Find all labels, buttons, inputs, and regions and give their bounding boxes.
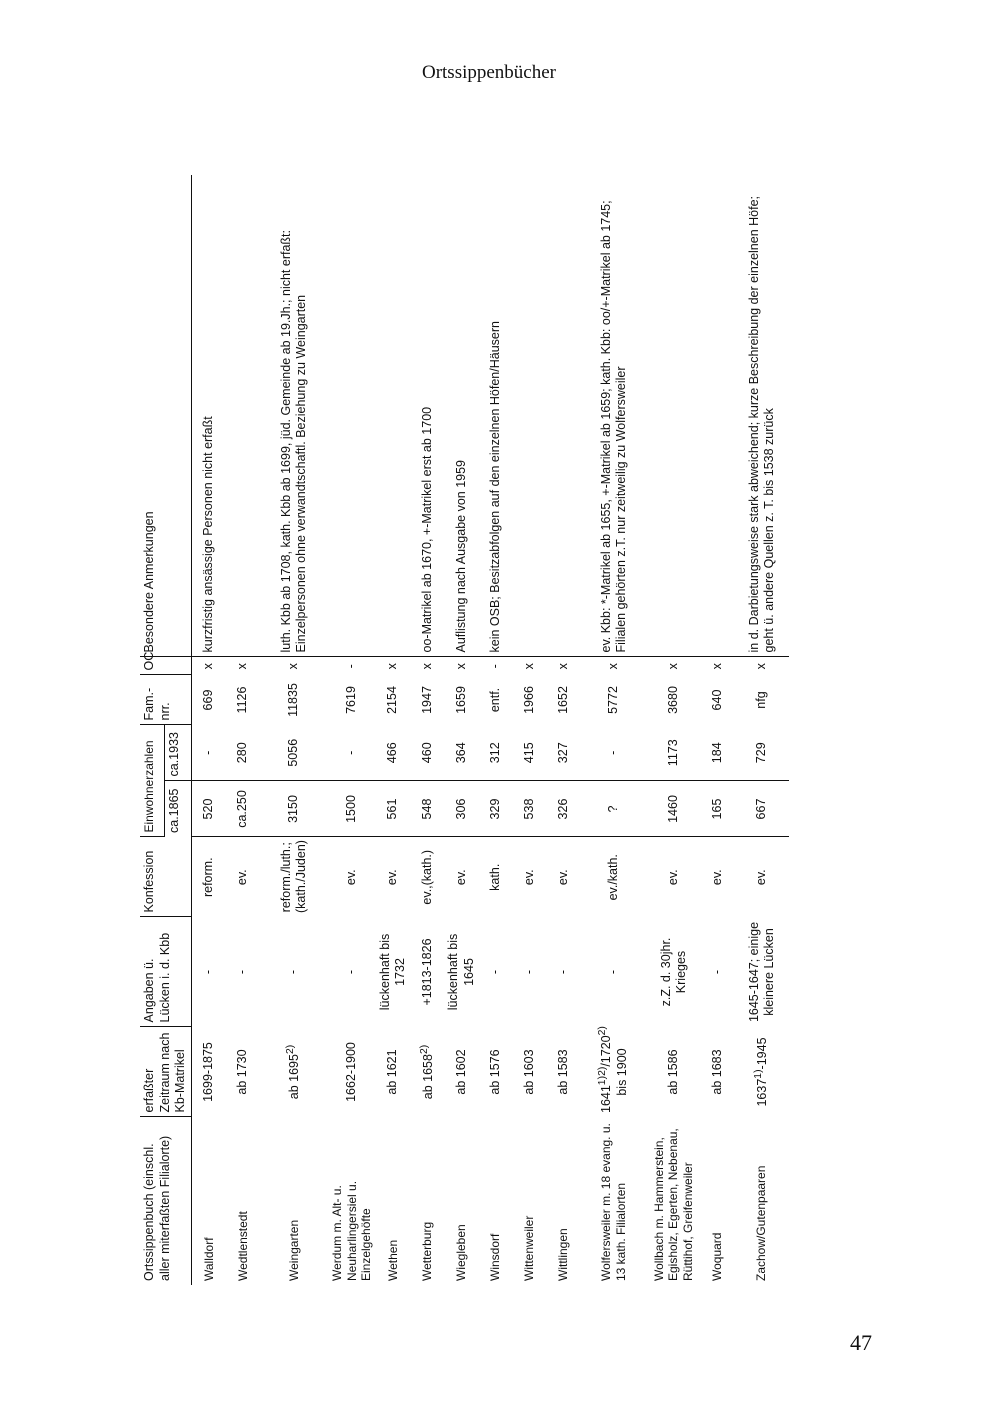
table-row <box>226 175 260 1285</box>
confession: ev. <box>710 869 725 886</box>
gaps: lückenhaft bis 1732 <box>377 933 407 1011</box>
pop-1865: 165 <box>701 781 735 837</box>
table-row <box>701 175 735 1285</box>
notes: ev. Kbb: *-Matrikel ab 1655, +-Matrikel ab 1659; kath. Kbb: oo/+-Matrikel ab 1745; Filialen gehörten z.T. nur zeitweilig zu Wolfersweiler <box>581 175 647 657</box>
oc-mark: x <box>522 663 537 670</box>
pop-1865: 561 <box>376 781 411 837</box>
place-name: Winsdorf <box>488 1233 503 1281</box>
pop-1933: 184 <box>701 725 735 781</box>
table-row <box>479 175 513 1285</box>
oc-mark: - <box>488 664 503 669</box>
pop-1933: 466 <box>376 725 411 781</box>
pop-1933: 460 <box>410 725 444 781</box>
table-row <box>581 175 647 1285</box>
pop-1865: 548 <box>410 781 444 837</box>
pop-1933: 5056 <box>260 725 328 781</box>
period: ab 1583 <box>556 1049 571 1095</box>
confession: kath. <box>488 863 503 891</box>
confession: ev. <box>385 869 400 886</box>
gaps: - <box>522 969 537 975</box>
period: $1641^{1)2)}/1720^{2)}$ bis 1900 <box>597 1026 629 1113</box>
place-name: Wolfersweiler m. 18 evang. u. 13 kath. Filialorten <box>599 1123 628 1281</box>
gaps: - <box>606 969 621 975</box>
table-row <box>328 175 376 1285</box>
period: ab 1658$^{2)}$ <box>418 1044 435 1100</box>
notes <box>226 175 260 657</box>
header-gaps: Angaben ü. Lücken i. d. Kbb <box>140 917 191 1027</box>
table-row <box>647 175 701 1285</box>
period: ab 1576 <box>488 1049 503 1095</box>
oc-mark: x <box>453 663 468 670</box>
pop-1933: 364 <box>444 725 479 781</box>
notes <box>701 175 735 657</box>
families: 5772 <box>606 686 621 714</box>
gaps: 1645-1647; einige kleinere Lücken <box>746 921 776 1023</box>
pop-1933: - <box>581 725 647 781</box>
oc-mark: x <box>286 663 301 670</box>
header-pop-1865: ca.1865 <box>165 781 191 837</box>
rotated-table-container <box>140 175 850 1285</box>
confession: ev. <box>235 869 250 886</box>
pop-1865: 538 <box>513 781 547 837</box>
pop-1865: 306 <box>444 781 479 837</box>
pop-1933: 1173 <box>647 725 701 781</box>
confession: ev. <box>522 869 537 886</box>
families: 2154 <box>385 686 400 714</box>
gaps: - <box>201 969 216 975</box>
pop-1933: 729 <box>735 725 789 781</box>
pop-1933: 312 <box>479 725 513 781</box>
families: 1652 <box>556 686 571 714</box>
notes: in d. Darbietungsweise stark abweichend; kurze Beschreibung der einzelnen Höfe; geht ü. andere Quellen z. T. bis 1538 zurück <box>735 175 789 657</box>
oc-mark: x <box>419 663 434 670</box>
families: 3680 <box>666 686 681 714</box>
confession: ev. <box>453 869 468 886</box>
pop-1933: 327 <box>547 725 581 781</box>
notes: Auflistung nach Ausgabe von 1959 <box>444 175 479 657</box>
oc-mark: x <box>606 663 621 670</box>
oc-mark: - <box>344 664 359 669</box>
confession: ev./kath. <box>606 854 621 901</box>
pop-1865: 3150 <box>260 781 328 837</box>
notes <box>647 175 701 657</box>
oc-mark: x <box>201 663 216 670</box>
place-name: Zachow/Gutenpaaren <box>754 1165 769 1281</box>
pop-1865: ca.250 <box>226 781 260 837</box>
families: 1947 <box>419 686 434 714</box>
period: ab 1695$^{2)}$ <box>285 1044 302 1100</box>
confession: ev.,(kath.) <box>419 849 434 905</box>
confession: ev. <box>754 869 769 886</box>
gaps: - <box>488 969 503 975</box>
confession: reform./luth.; (kath./Juden) <box>278 840 308 913</box>
table-row <box>735 175 789 1285</box>
pop-1865: 667 <box>735 781 789 837</box>
table-row <box>444 175 479 1285</box>
period: ab 1603 <box>522 1049 537 1095</box>
place-name: Werdum m. Alt- u. Neuharlingersiel u. Einzelgehöfte <box>329 1180 374 1281</box>
place-name: Wollbach m. Hammerstein, Egisholz, Egerten, Nebenau, Rüttihof, Greifenweiler <box>651 1128 696 1281</box>
table-row <box>376 175 411 1285</box>
place-name: Walldorf <box>201 1237 216 1281</box>
families: 640 <box>710 689 725 711</box>
period: ab 1730 <box>235 1049 250 1095</box>
page-number: 47 <box>850 1330 872 1355</box>
pop-1865: 329 <box>479 781 513 837</box>
header-notes: Besondere Anmerkungen <box>140 175 191 657</box>
families: entf. <box>488 687 503 713</box>
oc-mark: x <box>754 663 769 670</box>
table-row <box>260 175 328 1285</box>
families: 7619 <box>344 686 359 714</box>
header-confession: Konfession <box>140 837 191 917</box>
pop-1865: ? <box>581 781 647 837</box>
families: 1966 <box>522 686 537 714</box>
oc-mark: x <box>666 663 681 670</box>
oc-mark: x <box>385 663 400 670</box>
gaps: - <box>556 969 571 975</box>
place-name: Weingarten <box>286 1219 301 1281</box>
families: 1659 <box>453 686 468 714</box>
header-population: Einwohnerzahlen <box>140 725 165 837</box>
period: ab 1683 <box>710 1049 725 1095</box>
pop-1865: 520 <box>191 781 226 837</box>
header-pop-1933: ca.1933 <box>165 725 191 781</box>
gaps: z.Z. d. 30jhr. Krieges <box>658 937 688 1007</box>
header-place: Ortssippenbuch (einschl. aller miterfaßten Filialorte) <box>140 1117 191 1285</box>
families: 1126 <box>235 686 250 714</box>
pop-1933: - <box>328 725 376 781</box>
notes: luth. Kbb ab 1708, kath. Kbb ab 1699, jüd. Gemeinde ab 19.Jh.; nicht erfaßt: Einzelpersonen ohne verwandtschaftl. Beziehung zu Weingarten <box>260 175 328 657</box>
place-name: Woquard <box>710 1232 725 1281</box>
pop-1865: 1460 <box>647 781 701 837</box>
period: 1699-1875 <box>201 1042 216 1102</box>
pop-1933: - <box>191 725 226 781</box>
gaps: - <box>344 969 359 975</box>
period: 1662-1900 <box>344 1042 359 1102</box>
place-name: Wetterburg <box>419 1221 434 1281</box>
gaps: lückenhaft bis 1645 <box>446 933 476 1011</box>
place-name: Wethen <box>385 1239 400 1281</box>
period: 1637$^{1)}$-1945 <box>753 1037 770 1107</box>
confession: ev. <box>666 869 681 886</box>
place-name: Wittlingen <box>556 1228 571 1281</box>
notes: oo-Matrikel ab 1670, +-Matrikel erst ab 1700 <box>410 175 444 657</box>
pop-1933: 280 <box>226 725 260 781</box>
pop-1865: 326 <box>547 781 581 837</box>
oc-mark: x <box>556 663 571 670</box>
pop-1865: 1500 <box>328 781 376 837</box>
notes <box>513 175 547 657</box>
notes: kein OSB; Besitzabfolgen auf den einzelnen Höfen/Häusern <box>479 175 513 657</box>
gaps: +1813-1826 <box>419 938 434 1006</box>
table-row <box>410 175 444 1285</box>
place-name: Wiegleben <box>454 1224 469 1281</box>
running-head: Ortssippenbücher <box>421 62 556 83</box>
header-oc: OC <box>140 657 191 675</box>
gaps: - <box>710 969 725 975</box>
table-row <box>191 175 226 1285</box>
families: nfg <box>754 691 769 709</box>
notes <box>547 175 581 657</box>
period: ab 1602 <box>453 1049 468 1095</box>
header-families: Fam.- nrr. <box>140 675 191 725</box>
notes <box>376 175 411 657</box>
place-name: Wedtlenstedt <box>235 1211 250 1281</box>
notes <box>328 175 376 657</box>
confession: reform. <box>201 857 216 898</box>
gaps: - <box>286 969 301 975</box>
families: 669 <box>201 689 216 711</box>
families: 11835 <box>286 683 301 717</box>
table-row <box>547 175 581 1285</box>
oc-mark: x <box>710 663 725 670</box>
header-period: erfaßter Zeitraum nach Kb-Matrikel <box>140 1027 191 1117</box>
ortssippenbuch-table <box>140 175 789 1285</box>
table-row <box>513 175 547 1285</box>
confession: ev. <box>344 869 359 886</box>
oc-mark: x <box>235 663 250 670</box>
gaps: - <box>235 969 250 975</box>
confession: ev. <box>556 869 571 886</box>
period: ab 1586 <box>666 1049 681 1095</box>
pop-1933: 415 <box>513 725 547 781</box>
period: ab 1621 <box>385 1049 400 1095</box>
notes: kurzfristig ansässige Personen nicht erfaßt <box>191 175 226 657</box>
place-name: Wittenweiler <box>522 1215 537 1281</box>
